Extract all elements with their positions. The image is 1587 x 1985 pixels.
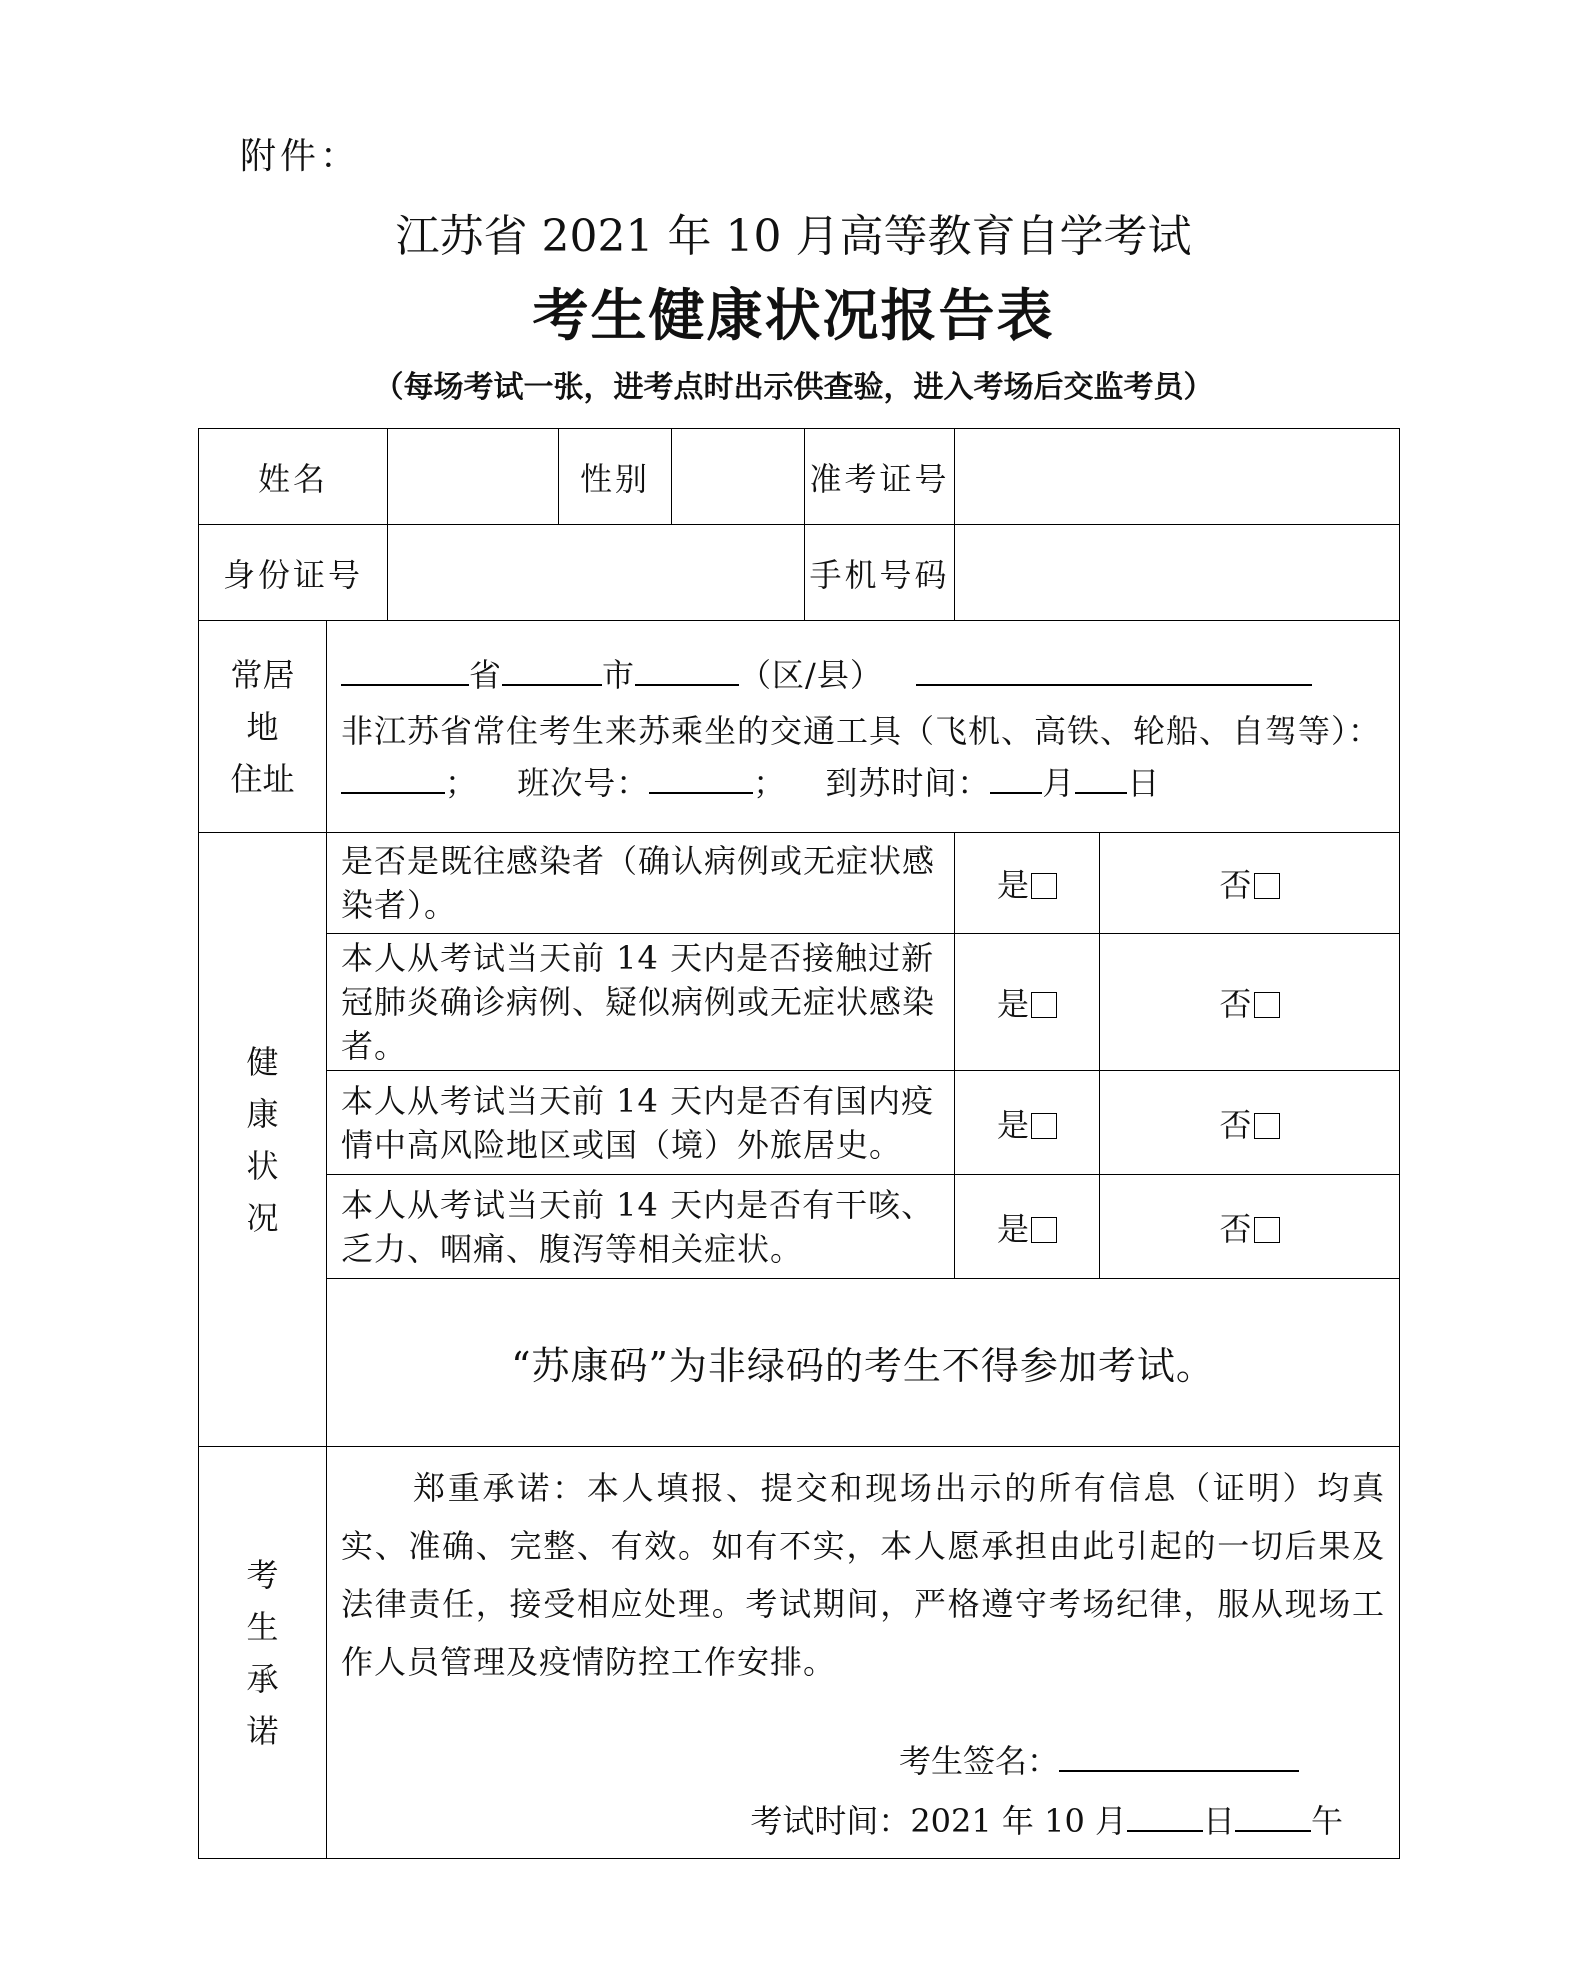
yes-checkbox[interactable]: 是 (955, 1071, 1100, 1175)
checkbox-icon[interactable] (1031, 873, 1057, 899)
address-cell (327, 621, 1400, 833)
id-number-label: 身份证号 (199, 525, 388, 621)
health-question: 本人从考试当天前 14 天内是否接触过新冠肺炎确诊病例、疑似病例或无症状感染者。 (327, 934, 955, 1071)
exam-session-blank[interactable] (1235, 1802, 1311, 1832)
city-blank[interactable] (502, 656, 602, 686)
district-blank[interactable] (635, 656, 739, 686)
province-blank[interactable] (341, 656, 469, 686)
checkbox-icon[interactable] (1254, 873, 1280, 899)
gender-field[interactable] (672, 429, 805, 525)
no-checkbox[interactable]: 否 (1100, 833, 1400, 934)
admission-number-field[interactable] (955, 429, 1400, 525)
subtitle: （每场考试一张，进考点时出示供查验，进入考场后交监考员） (373, 370, 1214, 405)
candidate-promise-label: 考 生 承 诺 (199, 1447, 327, 1859)
name-field[interactable] (388, 429, 559, 525)
exam-day-blank[interactable] (1127, 1802, 1203, 1832)
transport-blank[interactable] (341, 764, 445, 794)
page-title: 考生健康状况报告表 (532, 284, 1055, 349)
no-checkbox[interactable]: 否 (1100, 934, 1400, 1071)
health-question: 本人从考试当天前 14 天内是否有干咳、乏力、咽痛、腹泻等相关症状。 (327, 1175, 955, 1279)
gender-label: 性别 (559, 429, 672, 525)
health-code-notice: “苏康码”为非绿码的考生不得参加考试。 (327, 1279, 1400, 1447)
transport-text: 非江苏省常住考生来苏乘坐的交通工具（飞机、高铁、轮船、自驾等）：； 班次号： ； 到苏时间： 月 日 (341, 711, 1382, 802)
yes-checkbox[interactable]: 是 (955, 934, 1100, 1071)
signature-blank[interactable] (1059, 1742, 1299, 1772)
yes-checkbox[interactable]: 是 (955, 833, 1100, 934)
id-number-field[interactable] (388, 525, 805, 621)
promise-cell (327, 1447, 1400, 1859)
address-label: 常居 地 住址 (199, 621, 327, 833)
checkbox-icon[interactable] (1031, 1113, 1057, 1139)
health-question: 是否是既往感染者（确认病例或无症状感染者）。 (327, 833, 955, 934)
address-line: 省 市 （区/县） (341, 645, 1385, 705)
phone-label: 手机号码 (805, 525, 955, 621)
checkbox-icon[interactable] (1254, 1217, 1280, 1243)
attachment-label: 附件： (240, 136, 361, 177)
exam-time-line: 考试时间：2021 年 10 月 日 午 (750, 1802, 1344, 1840)
street-blank[interactable] (916, 656, 1312, 686)
yes-checkbox[interactable]: 是 (955, 1175, 1100, 1279)
health-question: 本人从考试当天前 14 天内是否有国内疫情中高风险地区或国（境）外旅居史。 (327, 1071, 955, 1175)
arrival-month-blank[interactable] (990, 764, 1042, 794)
no-checkbox[interactable]: 否 (1100, 1071, 1400, 1175)
checkbox-icon[interactable] (1031, 992, 1057, 1018)
admission-number-label: 准考证号 (805, 429, 955, 525)
name-label: 姓名 (199, 429, 388, 525)
health-report-form (198, 428, 1400, 1859)
train-number-blank[interactable] (649, 764, 753, 794)
checkbox-icon[interactable] (1031, 1217, 1057, 1243)
promise-text: 郑重承诺：本人填报、提交和现场出示的所有信息（证明）均真实、准确、完整、有效。如有不实，本人愿承担由此引起的一切后果及法律责任，接受相应处理。考试期间，严格遵守考场纪律，服从现场工作人员管理及疫情防控工作安排。 (341, 1469, 1386, 1681)
phone-field[interactable] (955, 525, 1400, 621)
arrival-day-blank[interactable] (1075, 764, 1127, 794)
no-checkbox[interactable]: 否 (1100, 1175, 1400, 1279)
checkbox-icon[interactable] (1254, 992, 1280, 1018)
checkbox-icon[interactable] (1254, 1113, 1280, 1139)
signature-line: 考生签名： (327, 1731, 1399, 1791)
health-status-label: 健 康 状 况 (199, 833, 327, 1447)
title-line-1: 江苏省 2021 年 10 月高等教育自学考试 (395, 211, 1192, 262)
